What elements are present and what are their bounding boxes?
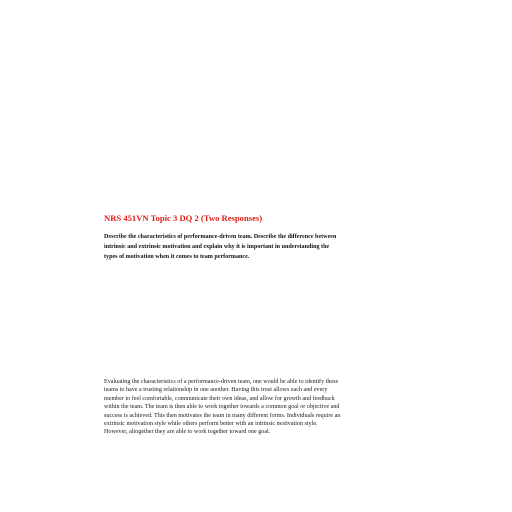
response-line: success is achieved. This then motivates the team in many different forms. Individuals require an — [104, 412, 341, 419]
response-line: Evaluating the characteristics of a performance-driven team, one would be able to identify these — [104, 379, 339, 385]
document-title: NRS 451VN Topic 3 DQ 2 (Two Responses) — [104, 213, 263, 223]
question-line: Describe the characteristics of performance-driven team. Describe the difference between — [104, 234, 337, 240]
response-line: extrinsic motivation style while others perform better with an intrinsic motivation style. — [104, 421, 318, 428]
question-line: types of motivation when it comes to team performance. — [104, 254, 250, 261]
response-line: However, altogether they are able to work together toward one goal. — [104, 429, 271, 436]
response-line: within the team. The team is then able to work together towards a common goal or objective and — [104, 404, 340, 411]
response-line: teams to have a trusting relationship in one another. Having this trust allows each and every — [104, 387, 328, 394]
response-paragraph — [104, 378, 414, 437]
question-line: intrinsic and extrinsic motivation and explain why it is important in understanding the — [104, 244, 330, 251]
response-line: member to feel comfortable, communicate their own ideas, and allow for growth and feedback — [104, 395, 335, 402]
discussion-question — [104, 232, 404, 263]
